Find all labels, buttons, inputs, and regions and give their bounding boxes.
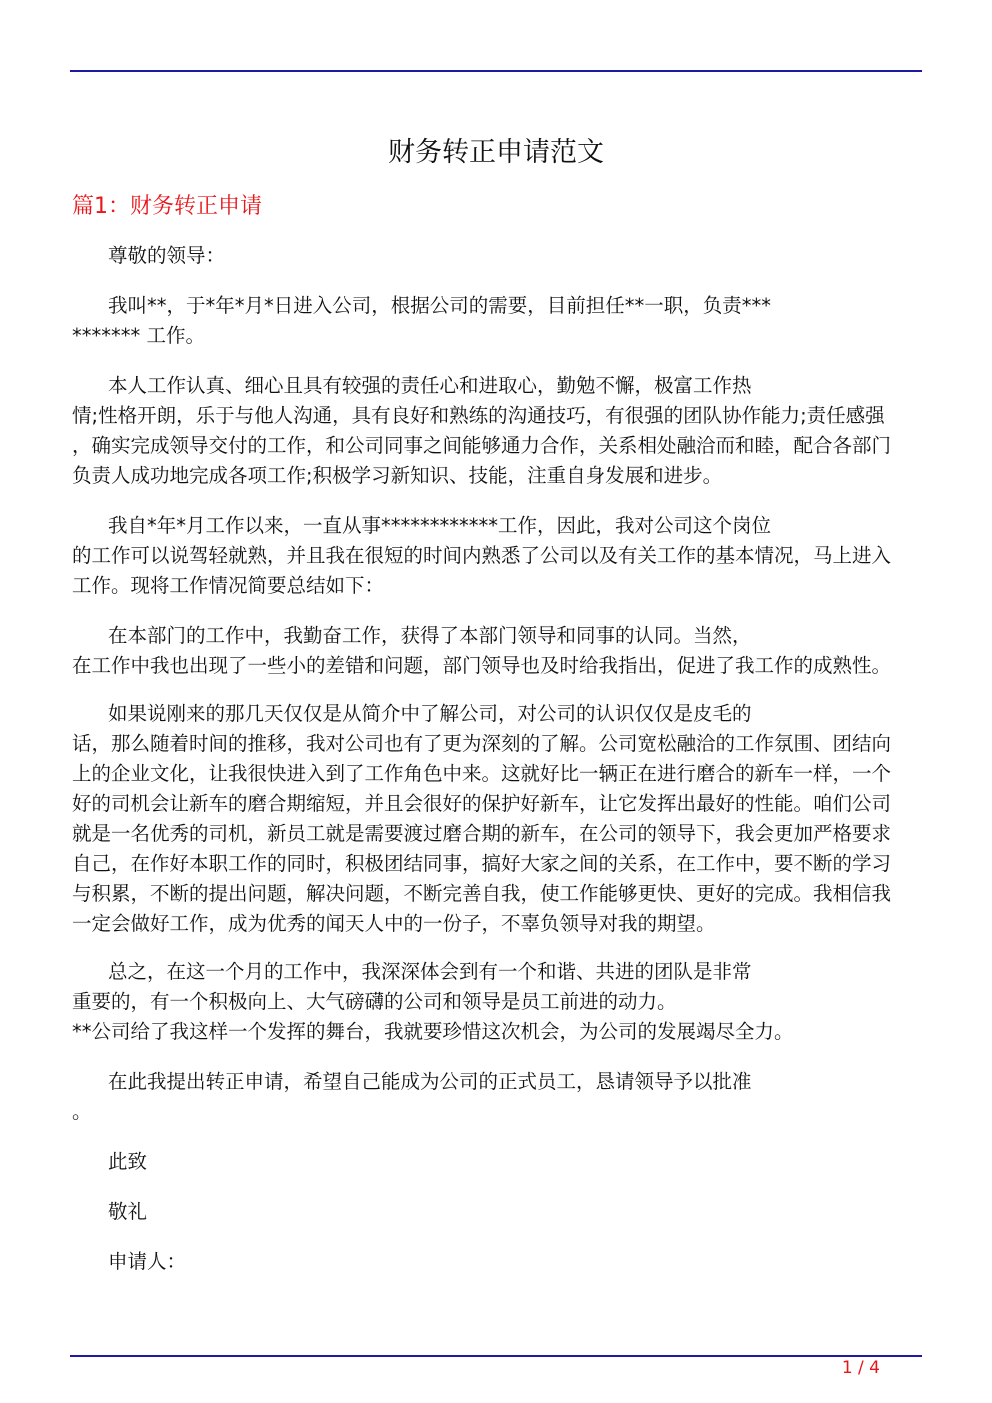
paragraph-line: 敬礼 (108, 1200, 148, 1223)
paragraph-line: 与积累，不断的提出问题，解决问题，不断完善自我，使工作能够更快、更好的完成。我相信我 (72, 882, 892, 905)
paragraph-line: 我自*年*月工作以来，一直从事************工作，因此，我对公司这个岗位 (108, 514, 772, 537)
paragraph-line: 尊敬的领导： (108, 244, 226, 267)
page-number: 1 / 4 (841, 1358, 880, 1378)
paragraph-line: 的工作可以说驾轻就熟，并且我在很短的时间内熟悉了公司以及有关工作的基本情况，马上进入 (72, 544, 892, 567)
paragraph-line: ，确实完成领导交付的工作，和公司同事之间能够通力合作，关系相处融洽而和睦，配合各部门 (72, 434, 892, 457)
paragraph-line: 情;性格开朗，乐于与他人沟通，具有良好和熟练的沟通技巧，有很强的团队协作能力;责任感强 (72, 404, 885, 427)
document-title: 财务转正申请范文 (388, 137, 604, 168)
paragraph-line: 在本部门的工作中，我勤奋工作，获得了本部门领导和同事的认同。当然， (108, 624, 752, 647)
section-heading: 篇1：财务转正申请 (72, 194, 262, 219)
paragraph-line: 总之，在这一个月的工作中，我深深体会到有一个和谐、共进的团队是非常 (108, 960, 752, 983)
paragraph-line: 就是一名优秀的司机，新员工就是需要渡过磨合期的新车，在公司的领导下，我会更加严格要求 (72, 822, 892, 845)
paragraph-line: 自己，在作好本职工作的同时，积极团结同事，搞好大家之间的关系，在工作中，要不断的学习 (72, 852, 892, 875)
paragraph (72, 621, 914, 681)
paragraph-line: 工作。现将工作情况简要总结如下： (72, 574, 385, 597)
paragraph-line: 重要的，有一个积极向上、大气磅礴的公司和领导是员工前进的动力。 (72, 990, 677, 1013)
paragraph-line: 话，那么随着时间的推移，我对公司也有了更为深刻的了解。公司宽松融洽的工作氛围、团结向 (72, 732, 892, 755)
paragraph-line: 好的司机会让新车的磨合期缩短，并且会很好的保护好新车，让它发挥出最好的性能。咱们公司 (72, 792, 892, 815)
paragraph (72, 957, 914, 1047)
paragraph-line: 负责人成功地完成各项工作;积极学习新知识、技能，注重自身发展和进步。 (72, 464, 723, 487)
paragraph-line: 在工作中我也出现了一些小的差错和问题，部门领导也及时给我指出，促进了我工作的成熟性。 (72, 654, 892, 677)
paragraph-line: 在此我提出转正申请，希望自己能成为公司的正式员工，恳请领导予以批准 (108, 1070, 752, 1093)
paragraph (72, 1247, 914, 1277)
footer-rule (70, 1355, 922, 1357)
paragraph-line: 申请人： (108, 1250, 187, 1273)
paragraph (72, 511, 914, 601)
paragraph-line: ******* 工作。 (72, 324, 205, 347)
paragraph-line: **公司给了我这样一个发挥的舞台，我就要珍惜这次机会，为公司的发展竭尽全力。 (72, 1020, 794, 1043)
paragraph (72, 1067, 914, 1127)
paragraph-line: 上的企业文化，让我很快进入到了工作角色中来。这就好比一辆正在进行磨合的新车一样，一个 (72, 762, 892, 785)
paragraph-line: 本人工作认真、细心且具有较强的责任心和进取心，勤勉不懈，极富工作热 (108, 374, 752, 397)
paragraph (72, 371, 914, 491)
paragraph-line: 我叫**，于*年*月*日进入公司，根据公司的需要，目前担任**一职，负责*** (108, 294, 772, 317)
paragraph (72, 1147, 914, 1177)
paragraph (72, 1197, 914, 1227)
paragraph (72, 699, 914, 939)
paragraph-line: 此致 (108, 1150, 148, 1173)
paragraph-line: 如果说刚来的那几天仅仅是从简介中了解公司，对公司的认识仅仅是皮毛的 (108, 702, 752, 725)
paragraph-line: 。 (72, 1100, 92, 1123)
header-rule (70, 70, 922, 72)
paragraph-line: 一定会做好工作，成为优秀的闻天人中的一份子，不辜负领导对我的期望。 (72, 912, 716, 935)
paragraph (72, 241, 914, 271)
paragraph (72, 291, 914, 351)
